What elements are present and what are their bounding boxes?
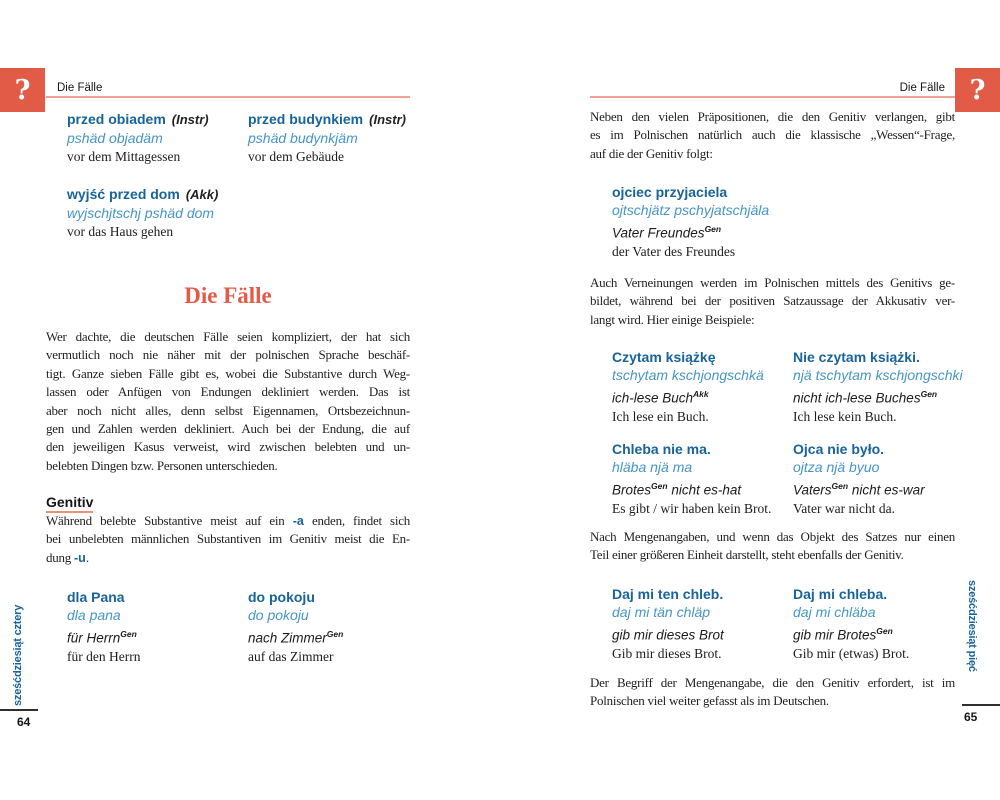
case-superscript: Akk [693,388,709,399]
right-footer-rule [962,704,1000,706]
case-note: (Instr) [369,112,406,127]
translation-line: vor das Haus gehen [67,223,174,239]
case-superscript: Gen [920,388,938,399]
right-help-tab [955,68,1000,112]
polish-phrase: ojciec przyjaciela [612,184,728,200]
left-running-header: Die Fälle [57,82,103,94]
gloss-line: gib mir Brotes$^{Gen}$ [793,625,893,643]
text-line: Der Begriff der Mengenangabe, die den Genitiv erfordert, ist im [590,675,955,690]
question-mark-icon: ? [14,74,31,106]
left-footer-rule [0,709,38,711]
text-line: Teil einer größeren Einheit darstellt, steht ebenfalls der Genitiv. [590,547,904,563]
text-line: gen und Zahlen werden dekliniert. Auch bei der Endung, die auf [46,421,410,437]
polish-phrase: Daj mi ten chleb. [612,586,724,602]
case-superscript: Gen [876,625,893,636]
text-line: langt wird. Hier einige Beispiele: [590,311,755,327]
text-line: auf die der Genitiv folgt: [590,145,713,161]
phonetic-line: pshäd objadäm [67,130,163,147]
translation-line: Vater war nicht da. [793,500,895,516]
gloss-line: ich-lese Buch$^{Akk}$ [612,388,709,406]
genitiv-section-heading: Genitiv [46,494,93,513]
text-line: Neben den vielen Präpositionen, die den Genitiv verlangen, gibt [590,109,955,124]
example-czytam-ksiazke [612,348,764,426]
case-superscript: Gen [831,480,849,491]
left-help-tab [0,68,45,112]
text-line: Wer dachte, die deutschen Fälle seien kompliziert, der hat sich [46,329,410,344]
genitiv-paragraph [46,512,410,567]
case-superscript: Gen [326,628,344,639]
translation-line: auf das Zimmer [248,648,334,664]
case-superscript: Gen [120,628,137,639]
question-mark-icon: ? [969,74,986,106]
translation-line: Ich lese ein Buch. [612,408,709,424]
polish-phrase: Nie czytam książki. [793,349,920,365]
text-line: belebten Dingen bzw. Personen unterschieden. [46,457,278,473]
translation-line: Ich lese kein Buch. [793,408,897,424]
example-ojca-nie-bylo [793,440,925,518]
gloss-line: gib mir dieses Brot [612,627,724,643]
phonetic-line: dla pana [67,607,121,624]
text-line: den jeweiligen Kasus verweist, wird zwischen belebten und un- [46,439,410,455]
example-przed-obiadem [67,110,209,166]
right-page-word-number: sześćdziesiąt pięć [966,580,978,672]
example-chleba-nie-ma [612,440,771,518]
right-running-header: Die Fälle [899,82,945,94]
translation-line: Gib mir dieses Brot. [612,645,722,661]
phonetic-line: ojtschjätz pschyjatschjäla [612,202,770,219]
polish-phrase: do pokoju [248,589,315,605]
text-line: tigt. Ganze sieben Fälle gibt es, wobei die Substantive durch Weg- [46,365,410,381]
phonetic-line: ojtza njä byuo [793,459,880,476]
right-page-number: 65 [964,710,978,724]
phonetic-line: pshäd budynkjäm [248,130,358,147]
gloss-line: nicht ich-lese Buches$^{Gen}$ [793,388,938,406]
translation-line: der Vater des Freundes [612,243,736,259]
polish-phrase: Ojca nie było. [793,441,885,457]
gloss-line: Vater Freundes$^{Gen}$ [612,223,722,241]
translation-line: Es gibt / wir haben kein Brot. [612,500,772,516]
text-line: bei unbelebten männlichen Substantiven im Genitiv meist die En- [46,531,410,547]
polish-phrase: przed obiadem [67,111,166,127]
translation-line: vor dem Gebäude [248,148,344,164]
gloss-line: Brotes$^{Gen}$ nicht es-hat [612,480,742,498]
polish-phrase: wyjść przed dom [67,186,180,202]
phonetic-line: tschytam kschjongschkä [612,367,764,384]
example-ojciec-przyjaciela [612,183,769,261]
example-daj-mi-chleba [793,585,909,663]
phonetic-line: do pokoju [248,607,309,624]
mengenangaben-paragraph [590,528,955,565]
text-line: Auch Verneinungen werden im Polnischen mittels des Genitivs ge- [590,275,955,290]
translation-line: für den Herrn [67,648,141,664]
phonetic-line: daj mi chläba [793,604,876,621]
text-line: aber noch nicht alles, denn selbst Eigennamen, Ortsbezeichnun- [46,402,410,418]
case-superscript: Gen [704,223,722,234]
polish-phrase: Daj mi chleba. [793,586,888,602]
example-przed-budynkiem [248,110,406,166]
text-line: Während belebte Substantive meist auf ein -a enden, findet sich [46,513,410,528]
polish-phrase: przed budynkiem [248,111,364,127]
intro-paragraph [46,328,410,475]
text-line: es im Polnischen natürlich auch die klassische „Wessen“-Frage, [590,127,955,143]
text-line: dung -u. [46,549,89,565]
polish-phrase: Czytam książkę [612,349,716,365]
left-page-number: 64 [17,715,31,729]
polish-phrase: dla Pana [67,589,125,605]
ending-a-accent: -a [292,514,304,528]
text-line: Polnischen viel weiter gefasst als im Deutschen. [590,693,829,709]
text-line: Nach Mengenangaben, und wenn das Objekt des Satzes nur einen [590,529,955,544]
chapter-title: Die Fälle [184,283,272,308]
phonetic-line: daj mi tän chläp [612,604,711,621]
example-dla-pana [67,588,140,666]
wessen-frage-paragraph [590,108,955,163]
case-superscript: Gen [651,480,668,491]
gloss-line: Vaters$^{Gen}$ nicht es-war [793,480,925,498]
left-header-rule [46,96,410,98]
phonetic-line: njä tschytam kschjongschki [793,367,963,384]
verneinungen-paragraph [590,274,955,329]
example-daj-mi-ten-chleb [612,585,724,663]
example-do-pokoju [248,588,343,666]
translation-line: Gib mir (etwas) Brot. [793,645,910,661]
translation-line: vor dem Mittagessen [67,148,181,164]
case-note: (Akk) [185,187,219,202]
phonetic-line: hläba njä ma [612,459,693,476]
ending-u-accent: -u [74,550,86,565]
begriff-paragraph [590,674,955,711]
text-line: vermutlich noch nie näher mit der polnischen Sprache beschäf- [46,347,410,363]
gloss-line: nach Zimmer$^{Gen}$ [248,628,344,646]
gloss-line: für Herrn$^{Gen}$ [67,628,137,646]
right-header-rule [590,96,955,98]
phonetic-line: wyjschjtschj pshäd dom [67,205,215,222]
example-nie-czytam-ksiazki [793,348,963,426]
text-line: lassen oder Anfügen von Endungen dekliniert werden. Das ist [46,384,410,400]
text-line: bildet, während bei der positiven Satzaussage der Akkusativ ver- [590,293,955,309]
left-page-word-number: sześćdziesiąt cztery [12,604,24,706]
case-note: (Instr) [171,112,209,127]
polish-phrase: Chleba nie ma. [612,441,711,457]
example-wyjsc-przed-dom [67,185,218,241]
